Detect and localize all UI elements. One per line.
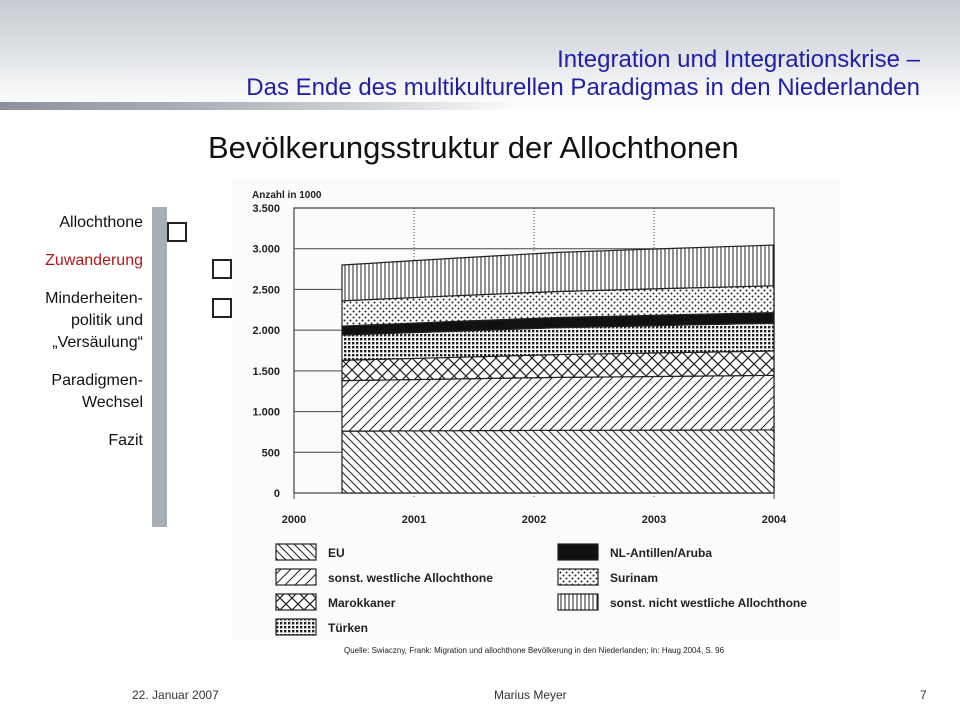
footer-page-number: 7 — [920, 688, 927, 702]
nav-item-label: Allochthone — [59, 214, 143, 231]
legend-label: sonst. westliche Allochthone — [328, 571, 493, 585]
chart-container — [232, 178, 840, 640]
nav-item[interactable] — [0, 430, 143, 452]
legend-label: Türken — [328, 621, 369, 635]
footer-date: 22. Januar 2007 — [132, 688, 219, 702]
y-axis-label: Anzahl in 1000 — [252, 190, 322, 201]
legend-label: sonst. nicht westliche Allochthone — [610, 596, 807, 610]
nav-item[interactable] — [0, 212, 143, 234]
legend-swatch — [276, 594, 316, 610]
legend-swatch — [276, 619, 316, 635]
nav-item[interactable] — [0, 250, 143, 272]
nav-item-label: Wechsel — [81, 394, 143, 411]
nav-item-label: politik und — [70, 312, 143, 329]
legend-swatch — [276, 569, 316, 585]
slide-title: Bevölkerungsstruktur der Allochthonen — [208, 130, 739, 165]
presentation-title — [246, 46, 920, 102]
presentation-title-line-2: Das Ende des multikulturellen Paradigmas in den Niederlanden — [246, 74, 920, 101]
x-tick-label: 2000 — [281, 514, 307, 526]
area-series — [342, 430, 774, 493]
y-tick-label: 1.500 — [252, 365, 280, 378]
nav-item-label: Paradigmen- — [51, 372, 143, 389]
x-tick-label: 2002 — [521, 514, 547, 526]
side-navigation — [0, 212, 143, 468]
y-tick-label: 3.500 — [252, 203, 280, 215]
title-accent-bar — [0, 102, 520, 110]
legend-swatch — [276, 544, 316, 560]
x-tick-label: 2001 — [401, 514, 427, 526]
x-tick-label: 2004 — [761, 514, 787, 526]
y-tick-label: 2.500 — [252, 284, 280, 297]
area-series — [342, 375, 774, 431]
bullet-box-icon — [212, 259, 232, 279]
side-navigation-bar — [152, 207, 167, 527]
legend-label: NL-Antillen/Aruba — [610, 546, 712, 560]
legend-swatch — [558, 594, 598, 610]
legend-label: Surinam — [610, 571, 659, 585]
nav-item-label: Fazit — [108, 432, 143, 449]
y-tick-label: 0 — [273, 488, 280, 500]
legend-swatch — [558, 569, 598, 585]
bullet-box-icon — [167, 222, 187, 242]
source-citation: Quelle: Swiaczny, Frank: Migration und allochthone Bevölkerung in den Niederlanden; In: Haug 2004, S. 96 — [344, 646, 725, 655]
nav-item-label: Minderheiten- — [45, 290, 143, 307]
nav-item-label: „Versäulung“ — [52, 334, 143, 351]
legend-swatch — [558, 544, 598, 560]
presentation-title-line-1: Integration und Integrationskrise – — [557, 46, 920, 73]
y-tick-label: 3.000 — [252, 243, 280, 256]
nav-item[interactable] — [0, 288, 143, 354]
footer-author: Marius Meyer — [494, 688, 567, 702]
bullet-box-icon — [212, 298, 232, 318]
nav-item[interactable] — [0, 370, 143, 414]
y-tick-label: 2.000 — [252, 325, 280, 338]
y-tick-label: 1.000 — [252, 406, 280, 419]
x-tick-label: 2003 — [641, 514, 667, 526]
legend-label: Marokkaner — [328, 596, 396, 610]
y-tick-label: 500 — [261, 447, 280, 460]
stacked-area-chart — [232, 178, 840, 640]
legend-label: EU — [328, 546, 345, 560]
nav-item-label: Zuwanderung — [45, 252, 143, 269]
